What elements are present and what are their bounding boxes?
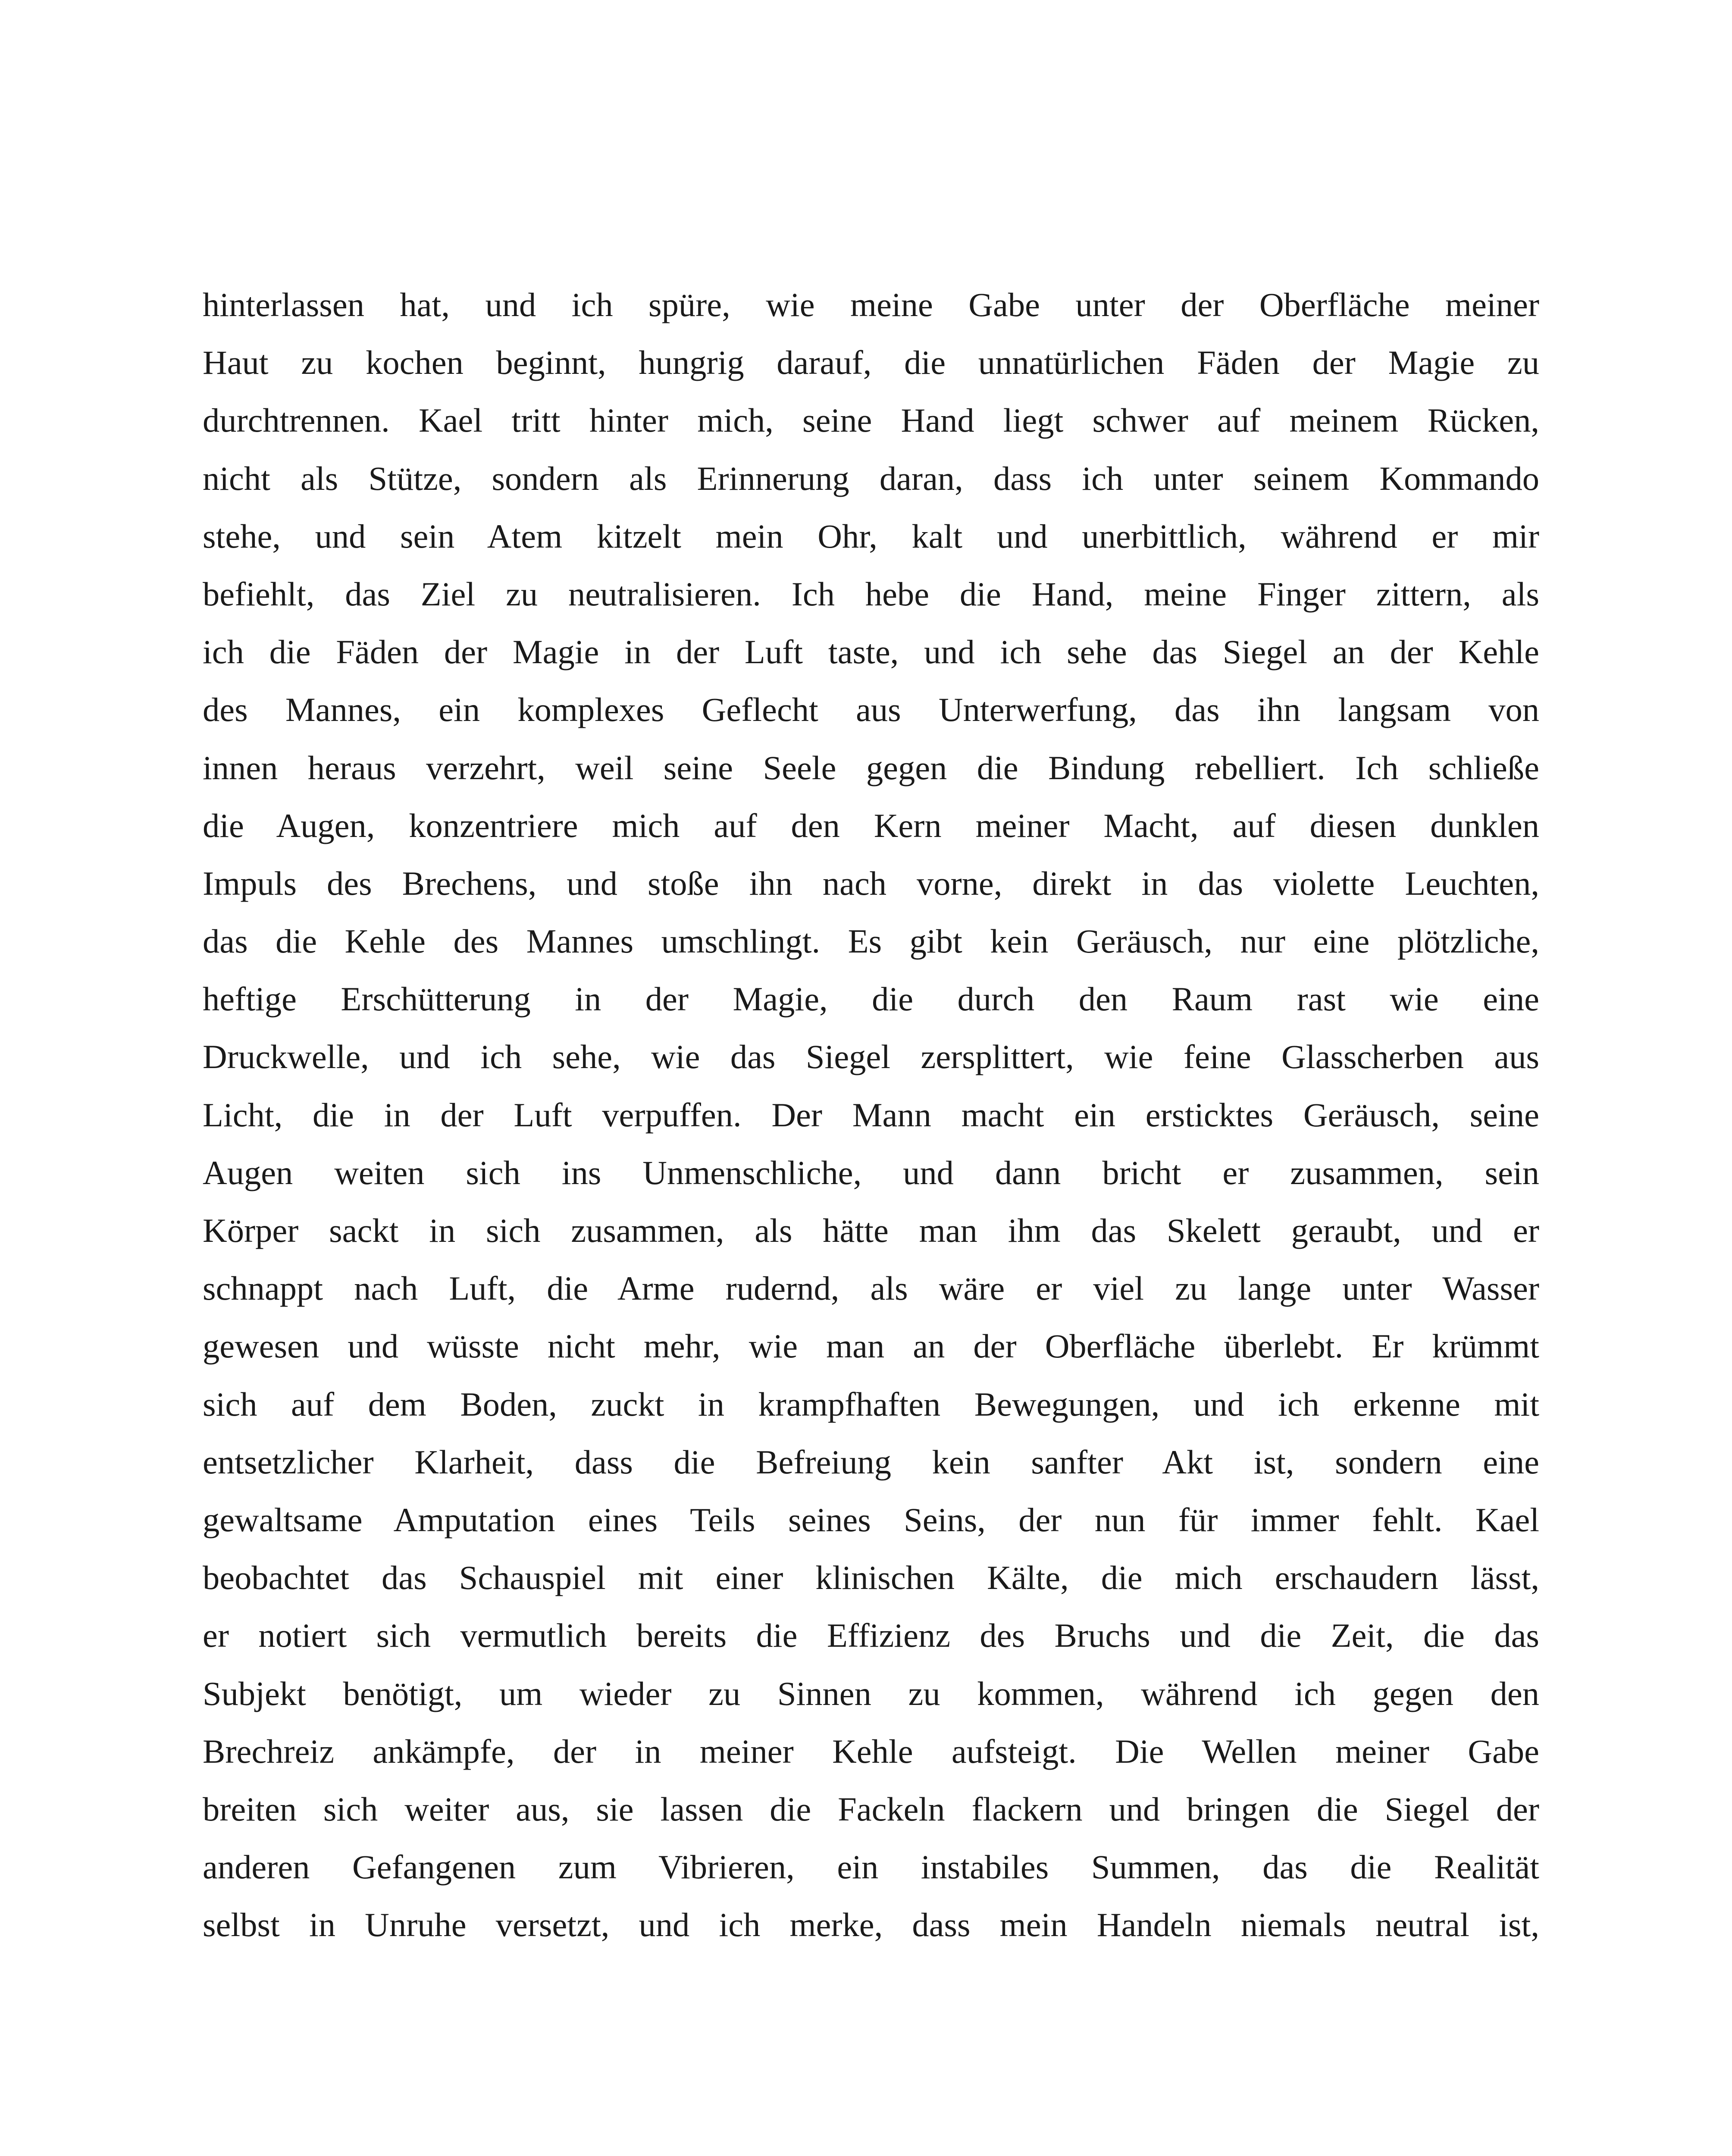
text-line: des Mannes, ein komplexes Geflecht aus Unterwerfung, das ihn langsam von (203, 691, 1539, 729)
text-line: gewesen und wüsste nicht mehr, wie man an der Oberfläche überlebt. Er krümmt (203, 1327, 1539, 1365)
text-line: selbst in Unruhe versetzt, und ich merke, dass mein Handeln niemals neutral ist, (203, 1906, 1539, 1944)
text-line: Subjekt benötigt, um wieder zu Sinnen zu kommen, während ich gegen den (203, 1674, 1539, 1712)
text-line: hinterlassen hat, und ich spüre, wie meine Gabe unter der Oberfläche meiner (203, 286, 1539, 323)
text-line: befiehlt, das Ziel zu neutralisieren. Ich hebe die Hand, meine Finger zittern, als (203, 575, 1539, 613)
text-line: die Augen, konzentriere mich auf den Kern meiner Macht, auf diesen dunklen (203, 806, 1539, 844)
text-line: Körper sackt in sich zusammen, als hätte man ihm das Skelett geraubt, und er (203, 1212, 1539, 1249)
text-line: anderen Gefangenen zum Vibrieren, ein instabiles Summen, das die Realität (203, 1848, 1539, 1886)
text-line: gewaltsame Amputation eines Teils seines Seins, der nun für immer fehlt. Kael (203, 1501, 1539, 1539)
text-line: heftige Erschütterung in der Magie, die durch den Raum rast wie eine (203, 980, 1539, 1018)
text-line: Augen weiten sich ins Unmenschliche, und dann bricht er zusammen, sein (203, 1153, 1539, 1191)
text-line: stehe, und sein Atem kitzelt mein Ohr, kalt und unerbittlich, während er mir (203, 517, 1539, 555)
text-line: entsetzlicher Klarheit, dass die Befreiung kein sanfter Akt ist, sondern eine (203, 1443, 1539, 1481)
text-line: schnappt nach Luft, die Arme rudernd, als wäre er viel zu lange unter Wasser (203, 1269, 1539, 1307)
text-line: er notiert sich vermutlich bereits die Effizienz des Bruchs und die Zeit, die das (203, 1617, 1539, 1655)
text-line: beobachtet das Schauspiel mit einer klinischen Kälte, die mich erschaudern lässt, (203, 1559, 1539, 1597)
body-text (203, 276, 1539, 1954)
text-line: breiten sich weiter aus, sie lassen die Fackeln flackern und bringen die Siegel der (203, 1790, 1539, 1828)
text-line: Haut zu kochen beginnt, hungrig darauf, die unnatürlichen Fäden der Magie zu (203, 344, 1539, 382)
text-line: das die Kehle des Mannes umschlingt. Es gibt kein Geräusch, nur eine plötzliche, (203, 922, 1539, 960)
text-line: Licht, die in der Luft verpuffen. Der Mann macht ein ersticktes Geräusch, seine (203, 1096, 1539, 1134)
text-line: nicht als Stütze, sondern als Erinnerung daran, dass ich unter seinem Kommando (203, 459, 1539, 497)
text-line: Impuls des Brechens, und stoße ihn nach vorne, direkt in das violette Leuchten, (203, 864, 1539, 902)
text-line: Druckwelle, und ich sehe, wie das Siegel zersplittert, wie feine Glasscherben aus (203, 1038, 1539, 1076)
text-line: durchtrennen. Kael tritt hinter mich, seine Hand liegt schwer auf meinem Rücken, (203, 401, 1539, 439)
text-line: sich auf dem Boden, zuckt in krampfhaften Bewegungen, und ich erkenne mit (203, 1385, 1539, 1423)
text-line: ich die Fäden der Magie in der Luft taste, und ich sehe das Siegel an der Kehle (203, 633, 1539, 671)
text-line: innen heraus verzehrt, weil seine Seele gegen die Bindung rebelliert. Ich schließe (203, 749, 1539, 787)
text-line: Brechreiz ankämpfe, der in meiner Kehle aufsteigt. Die Wellen meiner Gabe (203, 1732, 1539, 1770)
